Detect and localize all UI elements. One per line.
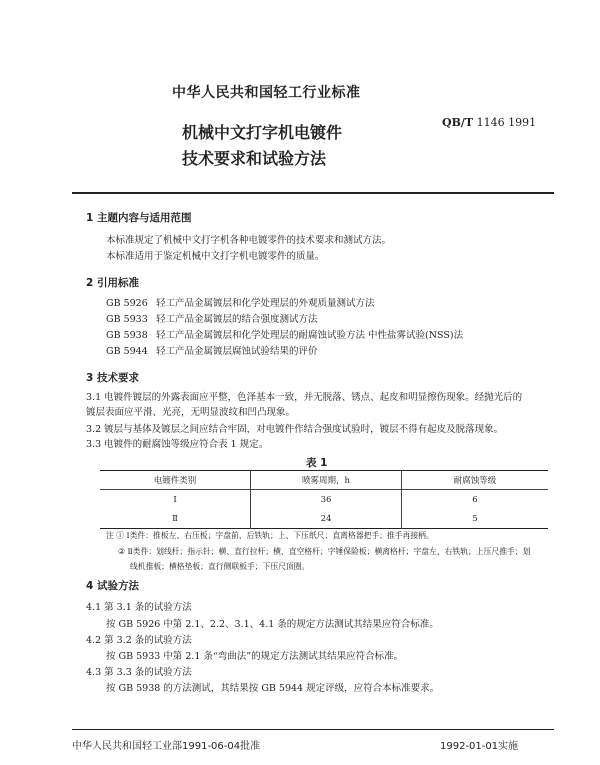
- column-header: 耐腐蚀等级: [402, 471, 549, 490]
- reference-item: [106, 329, 463, 342]
- implementation-date: 1992-01-01实施: [440, 741, 519, 752]
- reference-item: [106, 297, 375, 310]
- standard-year: 1146 1991: [476, 116, 537, 129]
- reference-code: GB 5938: [106, 330, 148, 341]
- standard-code: QB/T: [442, 116, 474, 129]
- bottom-divider: [72, 729, 554, 730]
- reference-title: 轻工产品金属镀层腐蚀试验结果的评价: [156, 346, 318, 357]
- section-1-heading: 1 主题内容与适用范围: [86, 212, 192, 224]
- issuer-header: 中华人民共和国轻工行业标准: [172, 85, 361, 101]
- approval-line: 中华人民共和国轻工业部1991-06-04批准: [72, 741, 261, 752]
- clause-4-3-heading: 4.3 第 3.3 条的试验方法: [86, 667, 192, 678]
- table-cell: 24: [251, 509, 402, 529]
- standard-number: [442, 116, 536, 129]
- clause-3-3: 3.3 电镀件的耐腐蚀等级应符合表 1 规定。: [86, 439, 269, 450]
- clause-4-2-heading: 4.2 第 3.2 条的试验方法: [86, 635, 192, 646]
- column-header: 喷雾周期，h: [251, 471, 402, 490]
- section-2-heading: 2 引用标准: [86, 277, 139, 289]
- clause-3-2: 3.2 镀层与基体及镀层之间应结合牢固，对电镀件作结合强度试验时，镀层不得有起皮及脱落现象。: [86, 424, 504, 435]
- section-3-heading: 3 技术要求: [86, 372, 139, 384]
- corrosion-table: [100, 470, 548, 529]
- reference-code: GB 5933: [106, 314, 148, 325]
- reference-title: 轻工产品金属镀层和化学处理层的耐腐蚀试验方法 中性盐雾试验(NSS)法: [156, 330, 464, 341]
- table-header-row: [100, 471, 548, 490]
- table-cell: 36: [251, 490, 402, 510]
- reference-title: 轻工产品金属镀层和化学处理层的外观质量测试方法: [156, 298, 375, 309]
- column-header: 电镀件类别: [100, 471, 251, 490]
- title-line-1: 机械中文打字机电镀件: [182, 123, 343, 142]
- section-1-para-2: 本标准适用于鉴定机械中文打字机电镀零件的质量。: [106, 251, 325, 262]
- reference-item: [106, 345, 318, 358]
- table-row: [100, 490, 548, 510]
- title-line-2: 技术要求和试验方法: [182, 149, 327, 168]
- top-divider: [72, 192, 554, 194]
- clause-4-1-heading: 4.1 第 3.1 条的试验方法: [86, 602, 192, 613]
- reference-code: GB 5926: [106, 298, 148, 309]
- clause-4-3-text: 按 GB 5938 的方法测试，其结果按 GB 5944 规定评级，应符合本标准要求。: [106, 683, 440, 694]
- table-cell: 6: [402, 490, 549, 510]
- table-caption: 表 1: [306, 457, 328, 469]
- table-cell: 5: [402, 509, 549, 529]
- table-note-2-line-2: 线机推板；横格垫板；直行侧联板手；下压尺顶圈。: [130, 562, 310, 571]
- reference-item: [106, 313, 318, 326]
- reference-code: GB 5944: [106, 346, 148, 357]
- table-note-2-line-1: ② Ⅱ类件：划线杆；指示针；横、直行拉杆；横、直空格杆；字锤保险板；横离格杆；字盘左、右铁轨；上压尺推手；划: [118, 547, 531, 556]
- table-note-1: 注 ① Ⅰ类件：推板左、右压板；字盘前、后铁轨；上、下压纸尺；直离格器把手；推手再接柄。: [106, 531, 434, 540]
- section-4-heading: 4 试验方法: [86, 580, 139, 592]
- clause-4-2-text: 按 GB 5933 中第 2.1 条“弯曲法”的规定方法测试其结果应符合标准。: [106, 651, 404, 662]
- section-1-para-1: 本标准规定了机械中文打字机各种电镀零件的技术要求和测试方法。: [106, 235, 392, 246]
- reference-title: 轻工产品金属镀层的结合强度测试方法: [156, 314, 318, 325]
- table-cell: Ⅱ: [172, 513, 178, 524]
- table-row: [100, 509, 548, 529]
- clause-3-1-line-2: 镀层表面应平滑、光亮，无明显波纹和凹凸现象。: [86, 407, 296, 418]
- clause-4-1-text: 按 GB 5926 中第 2.1、2.2、3.1、4.1 条的规定方法测试其结果应符合标准。: [106, 619, 439, 630]
- clause-3-1-line-1: 3.1 电镀件镀层的外露表面应平整，色泽基本一致，并无脱落、锈点、起皮和明显擦伤现象。经抛光后的: [86, 392, 523, 403]
- table-cell: Ⅰ: [173, 494, 177, 505]
